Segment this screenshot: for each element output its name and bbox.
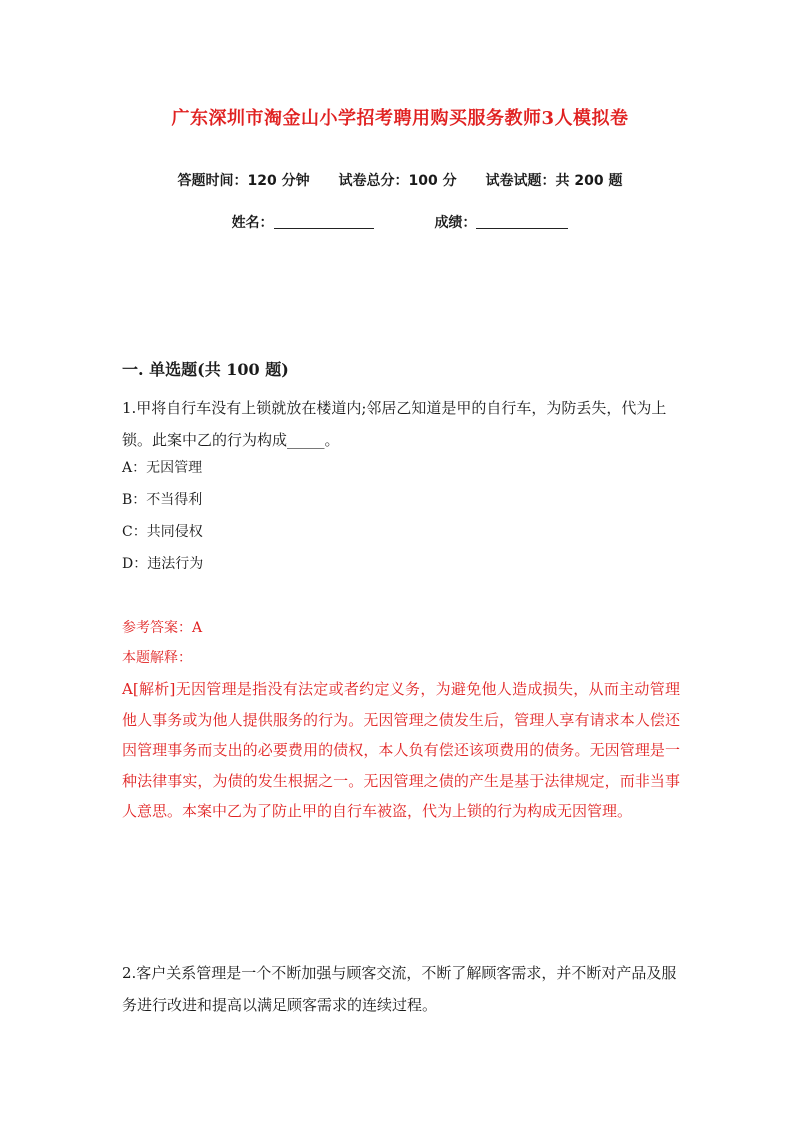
question-1-answer: 参考答案：A <box>122 620 203 636</box>
score-label: 成绩： <box>434 215 477 231</box>
question-2-stem: 2.客户关系管理是一个不断加强与顾客交流，不断了解顾客需求，并不断对产品及服务进行改进和提高以满足顾客需求的连续过程。 <box>122 964 677 1014</box>
exam-total-score: 试卷总分：100 分 <box>338 173 457 189</box>
question-1-explanation-label: 本题解释： <box>122 650 192 666</box>
name-label: 姓名： <box>231 215 274 231</box>
question-1-option-c: C：共同侵权 <box>122 524 203 540</box>
section-heading: 一. 单选题(共 100 题) <box>122 360 289 379</box>
score-blank <box>476 214 568 229</box>
name-field <box>232 212 374 232</box>
name-blank <box>274 214 374 229</box>
exam-question-count: 试卷试题：共 200 题 <box>485 173 623 189</box>
question-1-explanation: A[解析]无因管理是指没有法定或者约定义务，为避免他人造成损失，从而主动管理他人事务或为他人提供服务的行为。无因管理之债发生后，管理人享有请求本人偿还因管理事务而支出的必要费用的债权，本人负有偿还该项费用的债务。无因管理是一种法律事实，为债的发生根据之一。无因管理之债的产生是基于法律规定，而非当事人意思。本案中乙为了防止甲的自行车被盗，代为上锁的行为构成无因管理。 <box>122 680 680 820</box>
exam-time: 答题时间：120 分钟 <box>177 173 310 189</box>
score-field <box>434 212 568 232</box>
question-1-option-b: B：不当得利 <box>122 492 203 508</box>
document-title: 广东深圳市淘金山小学招考聘用购买服务教师3人模拟卷 <box>171 108 629 129</box>
question-1-option-d: D：违法行为 <box>122 556 204 572</box>
name-score-row <box>0 212 800 232</box>
exam-meta <box>0 170 800 190</box>
question-1-option-a: A：无因管理 <box>122 460 203 476</box>
question-1-stem: 1.甲将自行车没有上锁就放在楼道内;邻居乙知道是甲的自行车，为防丢失，代为上锁。此案中乙的行为构成_____。 <box>122 399 667 449</box>
